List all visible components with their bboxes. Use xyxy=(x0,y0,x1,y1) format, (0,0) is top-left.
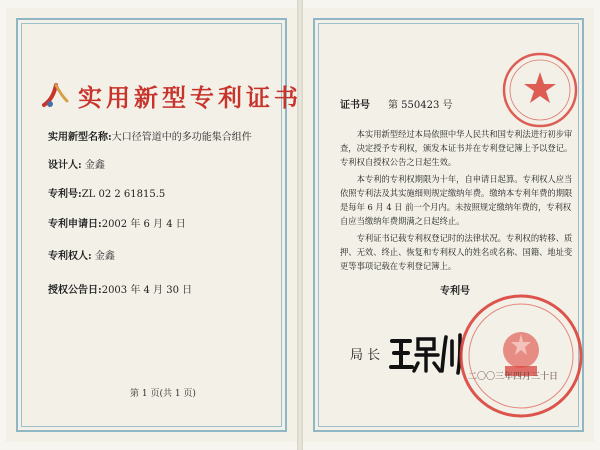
patent-office-logo-icon xyxy=(40,81,70,111)
field-label: 设计人: xyxy=(48,160,82,171)
patentee xyxy=(48,247,115,262)
grant-announcement-date xyxy=(48,281,192,296)
field-label: 实用新型名称: xyxy=(48,132,112,143)
field-value: 大口径管道中的多功能集合组件 xyxy=(111,132,252,143)
field-value: 金鑫 xyxy=(94,251,115,262)
patent-number-label: 专利号 xyxy=(440,286,470,297)
designer xyxy=(48,156,105,171)
office-seal-bottom-icon xyxy=(457,292,585,420)
paragraph-term: 本专利的专利权期限为十年，自申请日起算。专利权人应当依照专利法及其实施细则规定缴纳年费。缴纳本专利年费的期限是每年 6 月 4 日 前一个月内。未按照规定缴纳年费的，专利权自应当缴纳年费期满之日起终止。 xyxy=(340,174,573,226)
office-seal-top-icon xyxy=(500,50,580,130)
director-label: 局 长 xyxy=(350,347,381,363)
certificate-title-text: 实用新型专利证书 xyxy=(78,83,302,112)
director-signature-icon xyxy=(388,331,464,375)
issue-date: 二〇〇三年四月三十日 xyxy=(468,372,559,382)
certificate-number xyxy=(340,96,453,111)
field-label: 专利申请日: xyxy=(48,219,102,230)
field-value: 金鑫 xyxy=(84,160,105,171)
certificate-number-value: 第 550423 号 xyxy=(388,100,453,111)
field-value: 2002 年 6 月 4 日 xyxy=(101,219,186,230)
paragraph-legal-status: 专利证书记载专利权登记时的法律状况。专利权的转移、质押、无效、终止、恢复和专利权人的姓名或名称、国籍、地址变更等事项记载在专利登记簿上。 xyxy=(340,233,573,271)
patent-number xyxy=(48,185,165,200)
director-signature-block xyxy=(350,331,464,375)
paragraph-grant: 本实用新型经过本局依照中华人民共和国专利法进行初步审查，决定授予专利权，颁发本证书并在专利登记簿上予以登记。专利权自授权公告之日起生效。 xyxy=(340,129,573,167)
certificate-number-label: 证书号 xyxy=(340,100,370,111)
page-number: 第 1 页(共 1 页) xyxy=(130,389,196,399)
page-fold xyxy=(297,0,303,450)
application-date xyxy=(48,215,186,230)
field-label: 授权公告日: xyxy=(48,285,102,296)
field-label: 专利权人: xyxy=(48,251,92,262)
field-value: 2003 年 4 月 30 日 xyxy=(101,285,193,296)
field-value: ZL 02 2 61815.5 xyxy=(81,189,166,200)
certificate-title xyxy=(40,78,302,113)
field-label: 专利号: xyxy=(48,189,82,200)
utility-model-name xyxy=(48,128,252,143)
